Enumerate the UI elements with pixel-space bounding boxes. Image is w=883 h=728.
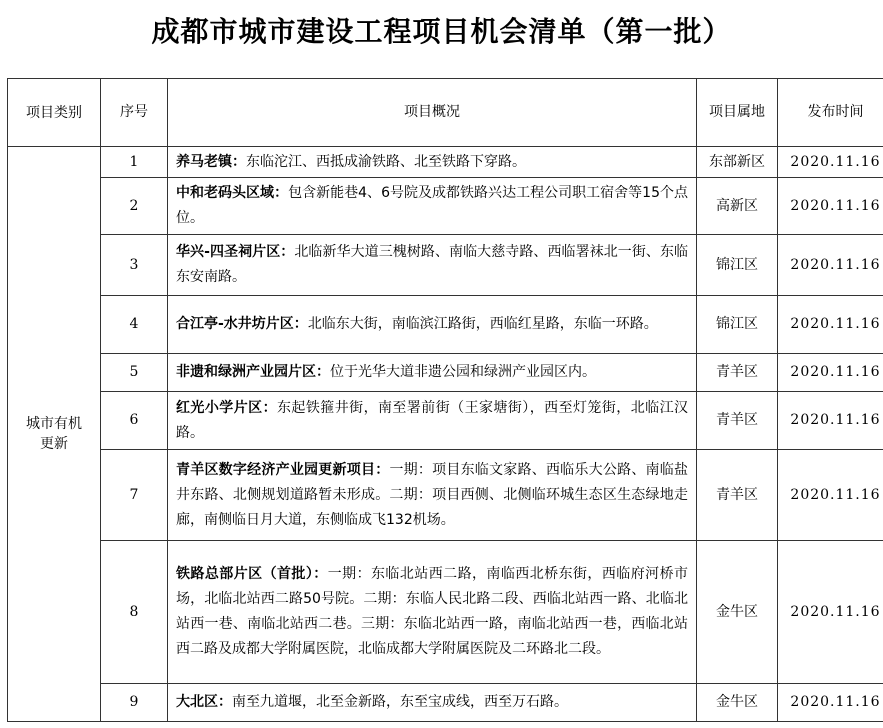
row-text: 包含新能巷4、6号院及成都铁路兴达工程公司职工宿舍等15个点位。 bbox=[176, 185, 689, 226]
row-name: 青羊区数字经济产业园更新项目： bbox=[176, 461, 390, 478]
table-row bbox=[8, 450, 883, 541]
row-desc bbox=[168, 541, 697, 684]
row-text: 东起铁箍井街，南至署前街（王家塘街），西至灯笼街，北临江汉路。 bbox=[176, 399, 688, 441]
row-name: 非遗和绿洲产业园片区： bbox=[176, 364, 330, 380]
header-no: 序号 bbox=[101, 79, 168, 147]
row-area: 锦江区 bbox=[697, 296, 778, 354]
table-row bbox=[8, 684, 883, 722]
table-row bbox=[8, 392, 883, 450]
table-header-row bbox=[8, 79, 883, 147]
row-name: 华兴-四圣祠片区： bbox=[176, 244, 295, 260]
row-text: 北临新华大道三槐树路、南临大慈寺路、西临署袜北一街、东临东安南路。 bbox=[176, 244, 688, 285]
row-area: 金牛区 bbox=[697, 541, 778, 684]
row-text: 东临沱江、西抵成渝铁路、北至铁路下穿路。 bbox=[246, 153, 526, 170]
header-category: 项目类别 bbox=[8, 79, 101, 147]
header-date: 发布时间 bbox=[778, 79, 883, 147]
category-label: 城市有机更新 bbox=[26, 416, 82, 452]
row-area: 高新区 bbox=[697, 178, 778, 235]
row-no: 7 bbox=[101, 450, 168, 541]
row-no: 5 bbox=[101, 354, 168, 392]
table-row bbox=[8, 354, 883, 392]
row-text: 北临东大街，南临滨江路街，西临红星路，东临一环路。 bbox=[307, 316, 658, 332]
row-no: 6 bbox=[101, 392, 168, 450]
row-name: 合江亭-水井坊片区： bbox=[176, 316, 308, 332]
row-text: 一期：项目东临文家路、西临乐大公路、南临盐井东路、北侧规划道路暂未形成。二期：项目西侧、北侧临环城生态区生态绿地走廊，南侧临日月大道，东侧临成飞132机场。 bbox=[176, 461, 689, 528]
row-area: 东部新区 bbox=[697, 147, 778, 178]
table-row bbox=[8, 235, 883, 296]
row-date: 2020.11.16 bbox=[778, 450, 883, 541]
row-area: 青羊区 bbox=[697, 354, 778, 392]
row-no: 4 bbox=[101, 296, 168, 354]
row-no: 9 bbox=[101, 684, 168, 722]
row-name: 铁路总部片区（首批）： bbox=[176, 566, 328, 582]
row-no: 8 bbox=[101, 541, 168, 684]
row-name: 大北区： bbox=[176, 694, 232, 710]
row-area: 锦江区 bbox=[697, 235, 778, 296]
page-title: 成都市城市建设工程项目机会清单（第一批） bbox=[151, 15, 732, 48]
row-desc bbox=[168, 450, 697, 541]
header-desc: 项目概况 bbox=[168, 79, 697, 147]
row-date: 2020.11.16 bbox=[778, 147, 883, 178]
row-desc bbox=[168, 684, 697, 722]
row-date: 2020.11.16 bbox=[778, 541, 883, 684]
row-date: 2020.11.16 bbox=[778, 684, 883, 722]
header-area: 项目属地 bbox=[697, 79, 778, 147]
table-row bbox=[8, 147, 883, 178]
table-row bbox=[8, 296, 883, 354]
table-row bbox=[8, 541, 883, 684]
row-no: 2 bbox=[101, 178, 168, 235]
row-no: 1 bbox=[101, 147, 168, 178]
project-table bbox=[7, 78, 883, 722]
row-area: 金牛区 bbox=[697, 684, 778, 722]
row-date: 2020.11.16 bbox=[778, 296, 883, 354]
row-desc bbox=[168, 296, 697, 354]
row-date: 2020.11.16 bbox=[778, 178, 883, 235]
row-desc bbox=[168, 178, 697, 235]
row-name: 红光小学片区： bbox=[176, 399, 277, 416]
row-no: 3 bbox=[101, 235, 168, 296]
category-cell bbox=[8, 147, 101, 722]
row-area: 青羊区 bbox=[697, 450, 778, 541]
row-area: 青羊区 bbox=[697, 392, 778, 450]
row-name: 养马老镇： bbox=[176, 153, 246, 170]
row-desc bbox=[168, 392, 697, 450]
row-text: 南至九道堰，北至金新路，东至宝成线，西至万石路。 bbox=[232, 694, 568, 710]
row-desc bbox=[168, 235, 697, 296]
row-date: 2020.11.16 bbox=[778, 354, 883, 392]
row-name: 中和老码头区域： bbox=[176, 185, 289, 201]
row-text: 一期：东临北站西二路，南临西北桥东街，西临府河桥市场，北临北站西二路50号院。二期：东临人民北路二段、西临北站西一路、北临北站西一巷、南临北站西二巷。三期：东临北站西一路，南临北站西一巷，西临北站西二路及成都大学附属医院，北临成都大学附属医院及二环路北二段。 bbox=[176, 566, 689, 657]
row-text: 位于光华大道非遗公园和绿洲产业园区内。 bbox=[330, 364, 596, 380]
row-desc bbox=[168, 354, 697, 392]
table-row bbox=[8, 178, 883, 235]
row-date: 2020.11.16 bbox=[778, 235, 883, 296]
row-desc bbox=[168, 147, 697, 178]
row-date: 2020.11.16 bbox=[778, 392, 883, 450]
